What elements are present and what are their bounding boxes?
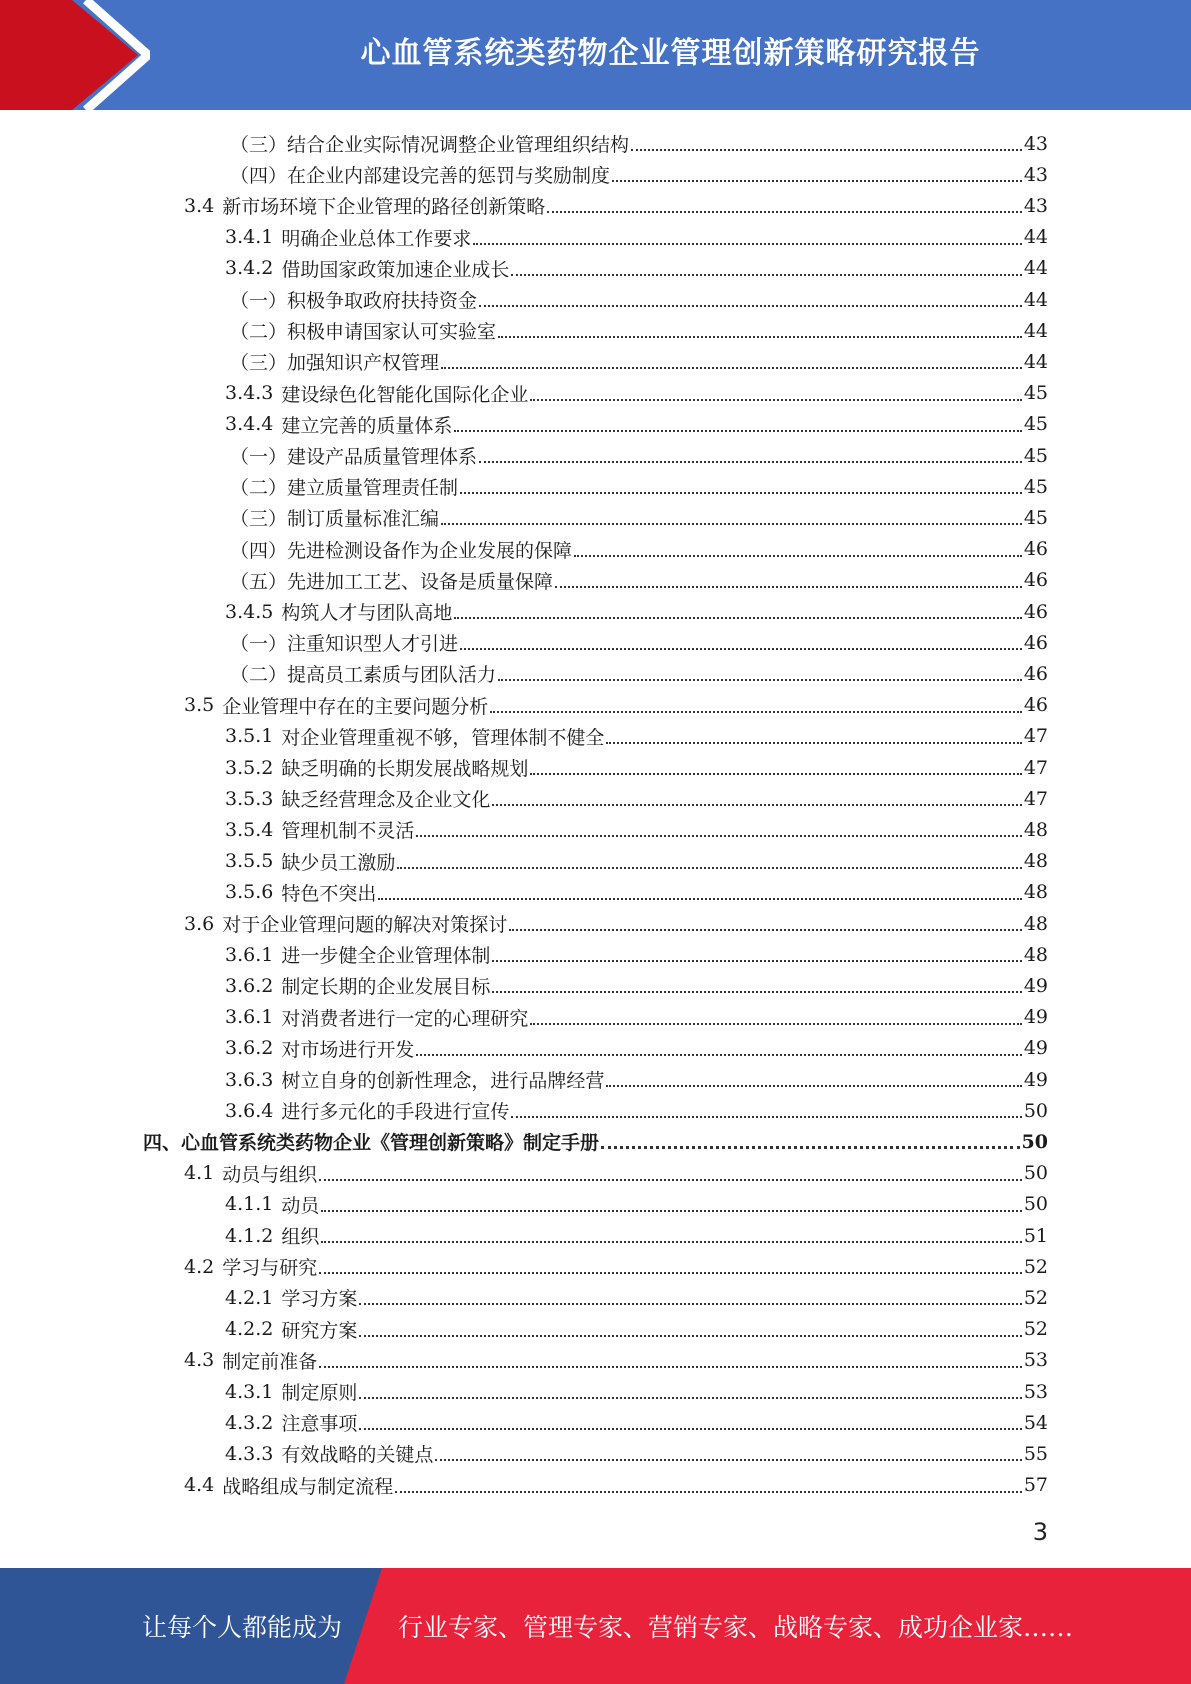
toc-entry-number: 3.6.2	[225, 1037, 274, 1060]
toc-entry-title: 进行多元化的手段进行宣传	[281, 1101, 510, 1124]
toc-dot-leader	[606, 741, 1021, 744]
toc-entry-title: 学习方案	[281, 1288, 358, 1311]
toc-entry[interactable]	[184, 1158, 1048, 1189]
toc-entry-number: 3.6.2	[225, 974, 274, 997]
toc-entry-page: 54	[1023, 1411, 1048, 1434]
toc-entry[interactable]	[230, 658, 1048, 689]
toc-entry-title: 对于企业管理问题的解决对策探讨	[222, 914, 508, 936]
toc-entry-page: 45	[1023, 382, 1048, 405]
toc-entry-number: 3.5.6	[225, 881, 274, 904]
toc-entry-title: （四）先进检测设备作为企业发展的保障	[230, 539, 573, 562]
toc-entry[interactable]	[225, 1314, 1048, 1345]
toc-dot-leader	[321, 1209, 1021, 1212]
toc-dot-leader	[547, 210, 1022, 213]
toc-dot-leader	[601, 1145, 1020, 1149]
toc-dot-leader	[359, 1427, 1021, 1430]
toc-entry-page: 45	[1023, 506, 1048, 529]
toc-entry-title: （一）建设产品质量管理体系	[230, 446, 478, 468]
toc-entry-number: 4.2.2	[225, 1318, 274, 1341]
toc-entry-page: 46	[1023, 694, 1048, 717]
toc-entry-number: 3.6.1	[225, 943, 274, 966]
toc-entry[interactable]	[225, 939, 1048, 970]
toc-entry-page: 47	[1023, 756, 1048, 779]
toc-dot-leader	[319, 1271, 1022, 1274]
toc-dot-leader	[359, 1302, 1021, 1305]
toc-entry-number: 3.4.1	[225, 226, 274, 249]
footer-slogan-right: 行业专家、管理专家、营销专家、战略专家、成功企业家……	[398, 1613, 1074, 1642]
toc-entry[interactable]	[225, 1220, 1048, 1251]
toc-dot-leader	[416, 1053, 1021, 1056]
toc-dot-leader	[530, 1022, 1021, 1025]
toc-entry-number: 3.4.5	[225, 600, 274, 623]
toc-entry-title: （三）制订质量标准汇编	[230, 508, 440, 531]
toc-entry[interactable]	[184, 690, 1048, 721]
toc-entry[interactable]	[225, 1033, 1048, 1064]
toc-dot-leader	[509, 928, 1022, 931]
toc-entry[interactable]	[230, 315, 1048, 346]
page-title: 心血管系统类药物企业管理创新策略研究报告	[360, 36, 981, 71]
toc-dot-leader	[511, 1115, 1021, 1118]
toc-entry[interactable]	[225, 752, 1048, 783]
toc-entry-page: 46	[1023, 569, 1048, 592]
toc-entry[interactable]	[225, 222, 1048, 253]
toc-dot-leader	[435, 1458, 1021, 1461]
toc-entry-title: 树立自身的创新性理念，进行品牌经营	[281, 1070, 605, 1092]
toc-dot-leader	[606, 1084, 1021, 1087]
toc-dot-leader	[395, 1490, 1022, 1493]
toc-entry[interactable]	[225, 846, 1048, 877]
toc-entry[interactable]	[230, 534, 1048, 565]
toc-entry-page: 49	[1023, 1068, 1048, 1091]
toc-entry-page: 51	[1023, 1224, 1048, 1247]
toc-entry-page: 44	[1023, 350, 1048, 373]
toc-dot-leader	[479, 304, 1022, 307]
toc-entry-number: 4.4	[184, 1474, 215, 1497]
toc-entry-title: （三）结合企业实际情况调整企业管理组织结构	[230, 134, 630, 156]
toc-entry[interactable]	[184, 1470, 1048, 1501]
toc-entry[interactable]	[225, 1189, 1048, 1220]
toc-entry-page: 49	[1023, 1037, 1048, 1060]
toc-entry-title: 四、心血管系统类药物企业《管理创新策略》制定手册	[143, 1132, 600, 1155]
toc-entry-page: 47	[1023, 787, 1048, 810]
toc-entry-number: 4.1.2	[225, 1224, 274, 1247]
toc-entry[interactable]	[225, 1002, 1048, 1033]
toc-entry-page: 43	[1023, 132, 1048, 155]
toc-dot-leader	[492, 803, 1021, 806]
toc-entry-title: 战略组成与制定流程	[222, 1475, 394, 1498]
toc-entry[interactable]	[225, 877, 1048, 908]
toc-entry-number: 3.5.5	[225, 850, 274, 873]
toc-entry-number: 4.2	[184, 1255, 215, 1278]
toc-entry-page: 43	[1023, 194, 1048, 217]
toc-entry-page: 49	[1023, 1006, 1048, 1029]
toc-entry-page: 50	[1023, 1162, 1048, 1185]
toc-entry[interactable]	[230, 159, 1048, 190]
toc-dot-leader	[397, 866, 1021, 869]
toc-entry-page: 45	[1023, 413, 1048, 436]
toc-entry[interactable]	[184, 190, 1048, 221]
toc-entry[interactable]	[225, 783, 1048, 814]
toc-entry-title: （二）建立质量管理责任制	[230, 477, 459, 500]
toc-dot-leader	[498, 678, 1022, 681]
toc-dot-leader	[574, 554, 1022, 557]
toc-entry-page: 46	[1023, 600, 1048, 623]
toc-entry-page: 44	[1023, 226, 1048, 249]
toc-entry-title: 缺乏明确的长期发展战略规划	[281, 758, 529, 780]
toc-entry-page: 50	[1021, 1130, 1048, 1153]
toc-entry-title: 对消费者进行一定的心理研究	[281, 1007, 529, 1030]
toc-dot-leader	[473, 242, 1021, 245]
toc-entry-page: 48	[1023, 943, 1048, 966]
page-footer	[0, 1568, 1191, 1684]
toc-entry[interactable]	[225, 1282, 1048, 1313]
toc-entry-title: 注意事项	[281, 1413, 358, 1436]
toc-entry-number: 3.4.2	[225, 257, 274, 280]
toc-entry-page: 53	[1023, 1380, 1048, 1403]
toc-entry[interactable]	[225, 1407, 1048, 1438]
toc-entry-page: 55	[1023, 1442, 1048, 1465]
toc-entry[interactable]	[225, 1376, 1048, 1407]
toc-entry-page: 50	[1023, 1193, 1048, 1216]
toc-entry-title: 学习与研究	[222, 1257, 318, 1280]
toc-entry-title: 对企业管理重视不够，管理体制不健全	[281, 726, 605, 749]
toc-entry-title: （五）先进加工工艺、设备是质量保障	[230, 570, 554, 593]
toc-entry[interactable]	[225, 1064, 1048, 1095]
toc-entry-page: 48	[1023, 912, 1048, 935]
toc-entry[interactable]	[225, 970, 1048, 1001]
toc-entry-page: 46	[1023, 631, 1048, 654]
toc-entry[interactable]	[225, 409, 1048, 440]
toc-entry[interactable]	[225, 1438, 1048, 1469]
toc-entry-page: 44	[1023, 257, 1048, 280]
toc-entry-title: 动员	[281, 1194, 320, 1217]
toc-entry-title: （二）提高员工素质与团队活力	[230, 664, 497, 687]
toc-dot-leader	[454, 616, 1021, 619]
toc-entry-title: 制定原则	[281, 1382, 358, 1404]
toc-dot-leader	[319, 1178, 1022, 1181]
toc-dot-leader	[441, 366, 1022, 369]
toc-entry-title: 明确企业总体工作要求	[281, 227, 472, 250]
toc-entry-page: 47	[1023, 725, 1048, 748]
toc-entry-page: 45	[1023, 444, 1048, 467]
toc-entry-title: （三）加强知识产权管理	[230, 352, 440, 375]
toc-entry-number: 3.4.4	[225, 413, 274, 436]
toc-entry[interactable]	[230, 627, 1048, 658]
toc-entry-title: 组织	[281, 1226, 320, 1248]
toc-entry-page: 52	[1023, 1255, 1048, 1278]
toc-dot-leader	[479, 460, 1022, 463]
toc-entry-number: 3.4.3	[225, 382, 274, 405]
toc-entry-title: （一）注重知识型人才引进	[230, 633, 459, 656]
toc-entry-title: 企业管理中存在的主要问题分析	[222, 695, 489, 718]
toc-dot-leader	[359, 1334, 1021, 1337]
toc-entry[interactable]	[143, 1126, 1048, 1157]
toc-entry-title: 有效战略的关键点	[281, 1444, 434, 1467]
toc-entry[interactable]	[225, 596, 1048, 627]
toc-entry[interactable]	[184, 1251, 1048, 1282]
toc-entry-number: 3.5.1	[225, 725, 274, 748]
toc-dot-leader	[631, 148, 1022, 151]
toc-entry-number: 3.5.4	[225, 818, 274, 841]
toc-entry[interactable]	[225, 1095, 1048, 1126]
toc-dot-leader	[454, 429, 1021, 432]
toc-dot-leader	[492, 959, 1021, 962]
toc-dot-leader	[511, 273, 1021, 276]
toc-entry-title: 缺少员工激励	[281, 851, 396, 874]
toc-entry-number: 3.6	[184, 912, 215, 935]
toc-entry-title: 建设绿色化智能化国际化企业	[281, 383, 529, 406]
toc-entry-title: 新市场环境下企业管理的路径创新策略	[222, 196, 546, 219]
toc-entry-page: 48	[1023, 850, 1048, 873]
toc-entry[interactable]	[225, 253, 1048, 284]
toc-entry-page: 44	[1023, 288, 1048, 311]
toc-entry[interactable]	[230, 346, 1048, 377]
toc-dot-leader	[460, 491, 1022, 494]
toc-entry-number: 3.4	[184, 194, 215, 217]
toc-entry-title: （一）积极争取政府扶持资金	[230, 290, 478, 312]
toc-dot-leader	[321, 1240, 1021, 1243]
toc-entry-page: 46	[1023, 538, 1048, 561]
toc-entry-title: 特色不突出	[281, 882, 377, 905]
header-arrow-decoration	[0, 0, 150, 110]
toc-dot-leader	[441, 522, 1022, 525]
toc-entry-title: 动员与组织	[222, 1163, 318, 1186]
toc-entry-page: 53	[1023, 1349, 1048, 1372]
toc-entry[interactable]	[230, 471, 1048, 502]
toc-dot-leader	[530, 772, 1021, 775]
toc-entry[interactable]	[230, 128, 1048, 159]
toc-entry[interactable]	[230, 440, 1048, 471]
toc-dot-leader	[530, 398, 1021, 401]
toc-entry[interactable]	[230, 502, 1048, 533]
toc-entry-number: 4.1.1	[225, 1193, 274, 1216]
toc-entry-title: 对市场进行开发	[281, 1038, 415, 1061]
toc-entry-page: 44	[1023, 319, 1048, 342]
toc-dot-leader	[359, 1396, 1021, 1399]
toc-entry-number: 4.1	[184, 1162, 215, 1185]
toc-entry-page: 52	[1023, 1318, 1048, 1341]
toc-dot-leader	[612, 179, 1022, 182]
toc-entry-page: 48	[1023, 881, 1048, 904]
toc-entry-number: 3.6.3	[225, 1068, 274, 1091]
toc-entry[interactable]	[225, 378, 1048, 409]
toc-entry-number: 3.5.2	[225, 756, 274, 779]
toc-entry-page: 48	[1023, 818, 1048, 841]
toc-entry-title: 管理机制不灵活	[281, 820, 415, 843]
toc-entry-number: 4.3.2	[225, 1411, 274, 1434]
toc-entry-page: 45	[1023, 475, 1048, 498]
toc-entry-title: 建立完善的质量体系	[281, 414, 453, 437]
toc-dot-leader	[555, 585, 1022, 588]
toc-entry-title: 进一步健全企业管理体制	[281, 945, 491, 968]
toc-entry-page: 52	[1023, 1286, 1048, 1309]
toc-entry-number: 4.3	[184, 1349, 215, 1372]
toc-entry-number: 3.5	[184, 694, 215, 717]
toc-entry[interactable]	[230, 565, 1048, 596]
toc-entry[interactable]	[225, 814, 1048, 845]
toc-entry-title: 制定前准备	[222, 1350, 318, 1373]
toc-entry-title: 构筑人才与团队高地	[281, 602, 453, 624]
toc-entry[interactable]	[230, 284, 1048, 315]
toc-entry[interactable]	[225, 721, 1048, 752]
toc-entry-title: 研究方案	[281, 1319, 358, 1342]
footer-slogan-left: 让每个人都能成为	[142, 1613, 343, 1642]
toc-entry[interactable]	[184, 1345, 1048, 1376]
toc-entry-title: （二）积极申请国家认可实验室	[230, 321, 497, 344]
toc-entry-number: 3.6.1	[225, 1006, 274, 1029]
page-header	[0, 0, 1191, 110]
page-number: 3	[1032, 1518, 1048, 1546]
toc-entry-title: 借助国家政策加速企业成长	[281, 258, 510, 281]
toc-entry-page: 43	[1023, 163, 1048, 186]
toc-entry-page: 50	[1023, 1099, 1048, 1122]
toc-entry-number: 3.5.3	[225, 787, 274, 810]
toc-entry-page: 46	[1023, 662, 1048, 685]
toc-dot-leader	[492, 990, 1021, 993]
toc-entry-number: 3.6.4	[225, 1099, 274, 1122]
toc-entry-title: 制定长期的企业发展目标	[281, 976, 491, 999]
toc-dot-leader	[490, 710, 1022, 713]
toc-entry-page: 49	[1023, 974, 1048, 997]
toc-entry-page: 57	[1023, 1474, 1048, 1497]
toc-dot-leader	[319, 1365, 1022, 1368]
toc-entry[interactable]	[184, 908, 1048, 939]
toc-entry-number: 4.3.1	[225, 1380, 274, 1403]
toc-dot-leader	[416, 834, 1021, 837]
toc-entry-number: 4.2.1	[225, 1286, 274, 1309]
toc-entry-number: 4.3.3	[225, 1442, 274, 1465]
toc-dot-leader	[460, 647, 1022, 650]
toc-entry-title: （四）在企业内部建设完善的惩罚与奖励制度	[230, 165, 611, 188]
toc-dot-leader	[498, 335, 1022, 338]
toc-dot-leader	[378, 897, 1021, 900]
toc-entry-title: 缺乏经营理念及企业文化	[281, 789, 491, 812]
